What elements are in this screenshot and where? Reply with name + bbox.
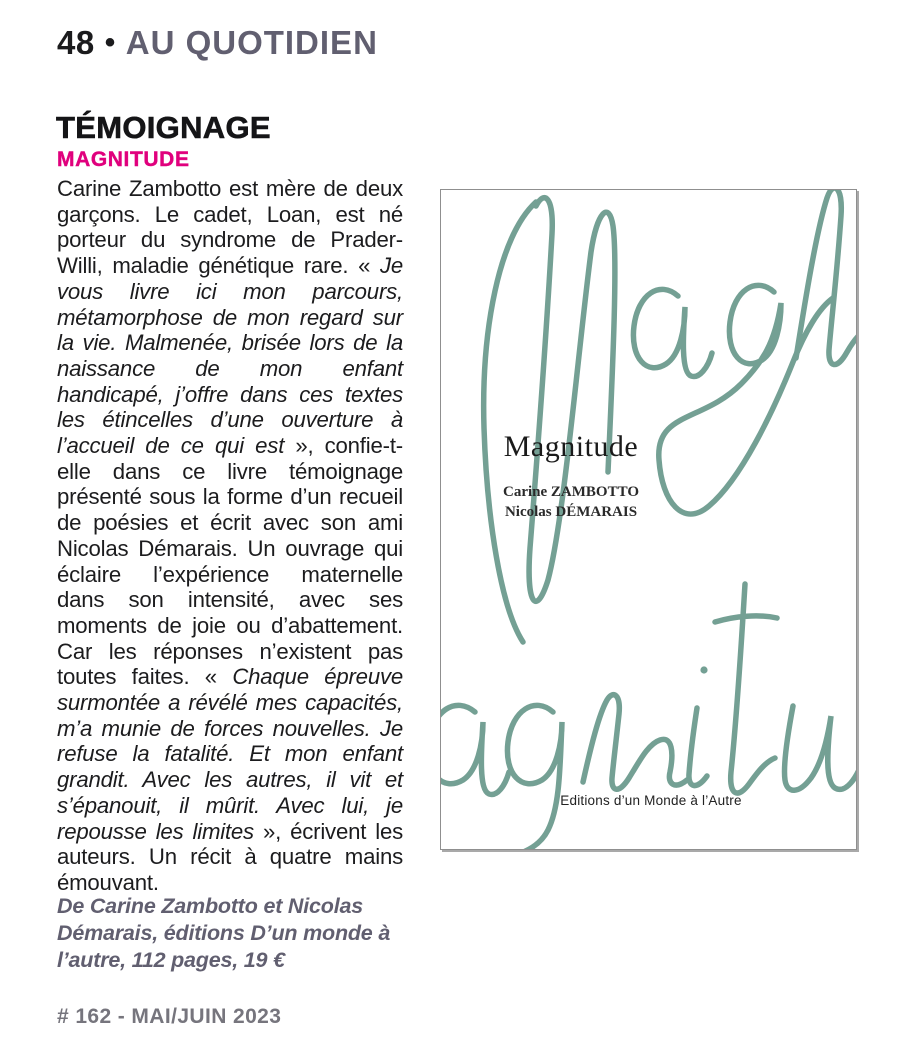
cover-publisher: Editions d’un Monde à l’Autre [560,793,742,808]
script-letter-a [633,289,712,376]
body-text-segment: Carine Zambotto est mère de deux garçons. Le cadet, Loan, est né porteur du syndrome de Prader-Willi, maladie génétique rare. « [57,176,403,279]
script-letter-u [784,706,856,790]
book-cover [440,189,857,850]
section-title: AU QUOTIDIEN [125,24,378,61]
page-header [57,24,378,62]
article-title: MAGNITUDE [57,148,190,171]
script-letter-g2 [441,705,562,849]
body-quote-segment: Je vous livre ici mon parcours, métamorphose de mon regard sur la vie. Malmenée, brisée lors de la naissance de mon enfant handicapé, j’offre dans ces textes les étincelles d’une ouverture à l’accueil de ce qui est [57,253,403,459]
script-letter-a2 [441,705,509,794]
page-number: 48 [57,24,95,61]
body-text-segment: », écrivent les auteurs. Un récit à quatre mains émouvant. [57,818,403,895]
article-byline: De Carine Zambotto et Nicolas Démarais, éditions D’un monde à l’autre, 112 pages, 19 € [57,894,391,972]
body-text-segment: », confie-t-elle dans ce livre témoignage présenté sous la forme d’un recueil de poésies et écrit avec son ami Nicolas Démarais. Un ouvrage qui éclaire l’expérience maternelle dans son intensité, avec ses moments de joie ou d’abattement. Car les réponses n’existent pas toutes faites. « [57,433,403,690]
cover-authors [451,482,691,522]
article-category: TÉMOIGNAGE [56,110,271,145]
bullet-separator: • [104,26,116,59]
script-letter-n2 [583,695,687,790]
cover-author: Carine ZAMBOTTO [503,484,639,500]
script-i-dot [700,666,707,673]
cover-author: Nicolas DÉMARAIS [504,504,638,520]
script-letter-i [689,708,707,786]
issue-footer: # 162 - MAI/JUIN 2023 [57,1005,282,1028]
body-quote-segment: Chaque épreuve surmontée a révélé mes capacités, m’a munie de forces nouvelles. Je refuse la fatalité. Et mon enfant grandit. Avec les autres, il vit et s’épanouit, il mûrit. Avec lui, je repousse les limites [57,664,403,844]
cover-title: Magnitude [503,430,639,463]
script-letter-M [484,198,615,642]
article-body [57,176,403,896]
script-letter-t [715,584,777,793]
